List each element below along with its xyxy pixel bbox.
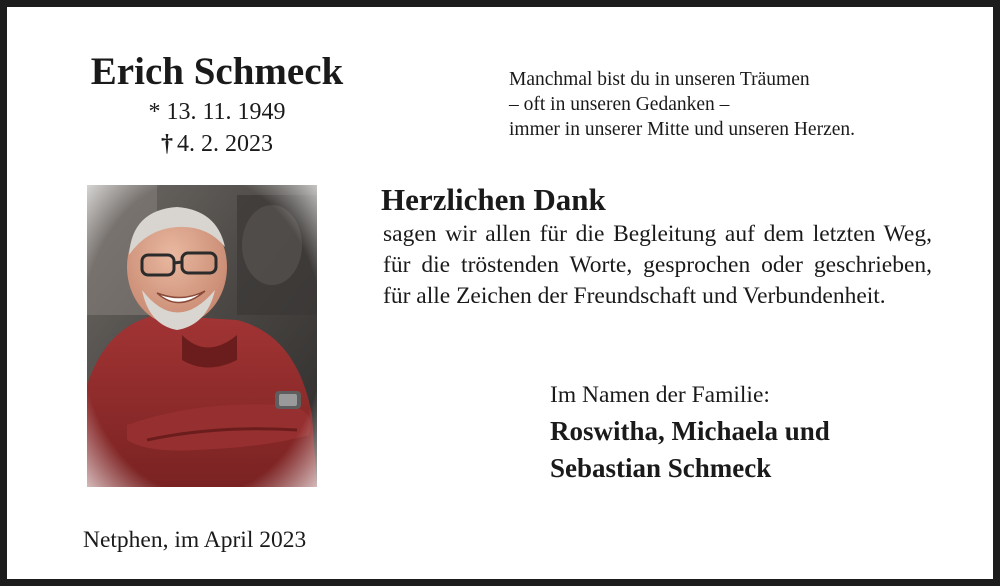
family-names-line: Roswitha, Michaela und — [550, 416, 830, 446]
family-intro: Im Namen der Familie: — [550, 382, 770, 408]
family-names-line: Sebastian Schmeck — [550, 453, 772, 483]
place-date: Netphen, im April 2023 — [83, 527, 307, 553]
life-dates — [77, 96, 357, 160]
quote-line: Manchmal bist du in unseren Träumen — [509, 69, 810, 90]
deceased-name: Erich Schmeck — [90, 50, 344, 93]
quote-line: immer in unserer Mitte und unseren Herzen. — [509, 119, 856, 140]
death-date: 4. 2. 2023 — [177, 131, 273, 157]
thanks-text: sagen wir allen für die Begleitung auf dem letzten Weg, für die tröstenden Worte, gesprochen oder geschrieben, für alle Zeichen der Freundschaft und Verbundenheit. — [383, 221, 932, 309]
family-names — [550, 413, 950, 487]
quote-line: – oft in unseren Gedanken – — [509, 94, 730, 115]
thanks-heading: Herzlichen Dank — [381, 182, 606, 217]
portrait-photo — [87, 185, 317, 487]
memorial-quote — [509, 67, 959, 142]
birth-date: * 13. 11. 1949 — [148, 99, 286, 125]
cross-icon: † — [161, 131, 173, 157]
death-date-line — [77, 128, 357, 160]
